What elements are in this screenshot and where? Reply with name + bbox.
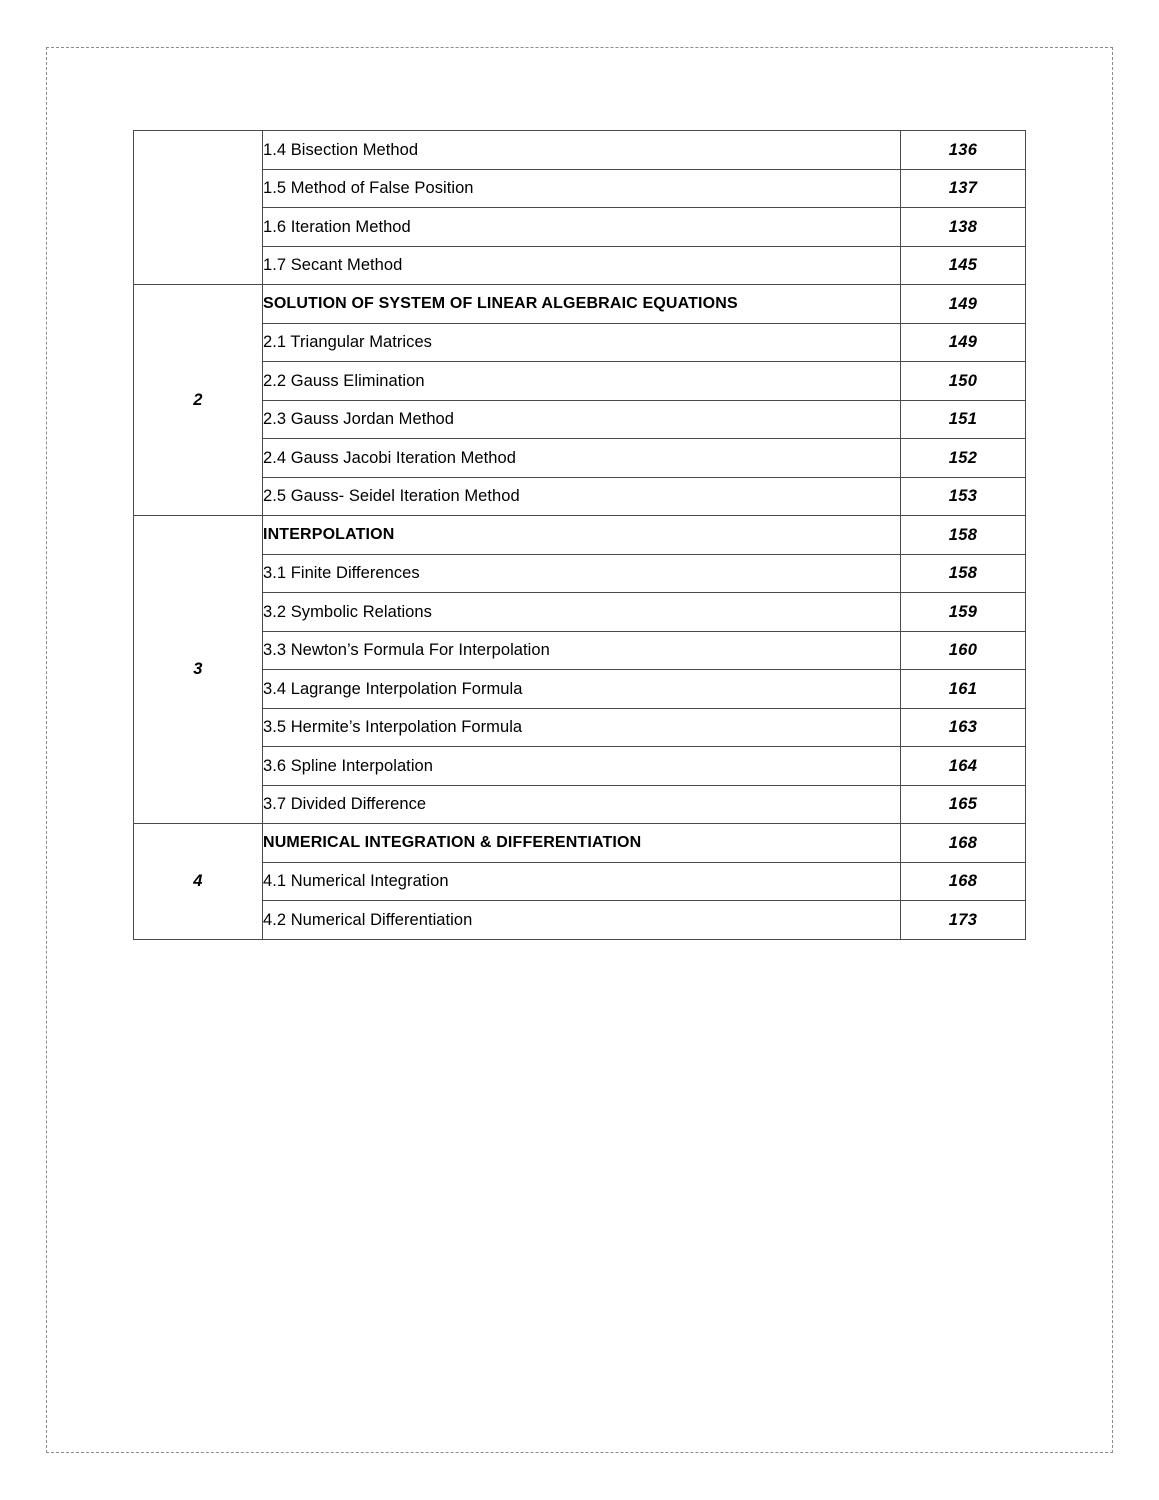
- table-row: [134, 593, 1026, 632]
- page-number-cell: 164: [901, 747, 1026, 786]
- table-of-contents: [133, 130, 1025, 940]
- topic-title-cell: 3.6 Spline Interpolation: [263, 747, 901, 786]
- table-row: [134, 362, 1026, 401]
- page-number-cell: 138: [901, 208, 1026, 247]
- topic-title-cell: 2.3 Gauss Jordan Method: [263, 400, 901, 439]
- table-row: [134, 631, 1026, 670]
- page-number-cell: 149: [901, 323, 1026, 362]
- page-number-cell: 151: [901, 400, 1026, 439]
- topic-title-cell: 3.3 Newton’s Formula For Interpolation: [263, 631, 901, 670]
- topic-title-cell: 4.2 Numerical Differentiation: [263, 901, 901, 940]
- page-number-cell: 168: [901, 862, 1026, 901]
- table-row: [134, 169, 1026, 208]
- topic-title-cell: 2.2 Gauss Elimination: [263, 362, 901, 401]
- topic-title-cell: 1.6 Iteration Method: [263, 208, 901, 247]
- table-row: [134, 477, 1026, 516]
- chapter-number-cell: 2: [134, 285, 263, 516]
- section-title-cell: SOLUTION OF SYSTEM OF LINEAR ALGEBRAIC EQUATIONS: [263, 285, 901, 324]
- chapter-number-cell: 4: [134, 824, 263, 940]
- topic-title-cell: 3.7 Divided Difference: [263, 785, 901, 824]
- table-row: [134, 708, 1026, 747]
- section-title-cell: INTERPOLATION: [263, 516, 901, 555]
- page-number-cell: 137: [901, 169, 1026, 208]
- page-number-cell: 158: [901, 554, 1026, 593]
- page-number-cell: 158: [901, 516, 1026, 555]
- table-row: [134, 516, 1026, 555]
- table-row: [134, 208, 1026, 247]
- topic-title-cell: 3.2 Symbolic Relations: [263, 593, 901, 632]
- page-number-cell: 159: [901, 593, 1026, 632]
- page-number-cell: 163: [901, 708, 1026, 747]
- page-number-cell: 173: [901, 901, 1026, 940]
- page-number-cell: 145: [901, 246, 1026, 285]
- page-number-cell: 153: [901, 477, 1026, 516]
- chapter-number-cell: [134, 131, 263, 285]
- topic-title-cell: 1.4 Bisection Method: [263, 131, 901, 170]
- table-row: [134, 670, 1026, 709]
- topic-title-cell: 3.1 Finite Differences: [263, 554, 901, 593]
- toc-table: [133, 130, 1026, 940]
- table-row: [134, 554, 1026, 593]
- page-number-cell: 161: [901, 670, 1026, 709]
- topic-title-cell: 1.5 Method of False Position: [263, 169, 901, 208]
- table-row: [134, 785, 1026, 824]
- table-row: [134, 323, 1026, 362]
- page-number-cell: 136: [901, 131, 1026, 170]
- topic-title-cell: 2.4 Gauss Jacobi Iteration Method: [263, 439, 901, 478]
- topic-title-cell: 1.7 Secant Method: [263, 246, 901, 285]
- table-row: [134, 246, 1026, 285]
- topic-title-cell: 2.1 Triangular Matrices: [263, 323, 901, 362]
- topic-title-cell: 4.1 Numerical Integration: [263, 862, 901, 901]
- topic-title-cell: 2.5 Gauss- Seidel Iteration Method: [263, 477, 901, 516]
- page-number-cell: 149: [901, 285, 1026, 324]
- topic-title-cell: 3.5 Hermite’s Interpolation Formula: [263, 708, 901, 747]
- table-row: [134, 439, 1026, 478]
- page-number-cell: 150: [901, 362, 1026, 401]
- table-row: [134, 400, 1026, 439]
- section-title-cell: NUMERICAL INTEGRATION & DIFFERENTIATION: [263, 824, 901, 863]
- table-row: [134, 862, 1026, 901]
- topic-title-cell: 3.4 Lagrange Interpolation Formula: [263, 670, 901, 709]
- page-number-cell: 165: [901, 785, 1026, 824]
- page-number-cell: 160: [901, 631, 1026, 670]
- table-row: [134, 747, 1026, 786]
- page-number-cell: 168: [901, 824, 1026, 863]
- table-row: [134, 901, 1026, 940]
- table-row: [134, 824, 1026, 863]
- table-row: [134, 285, 1026, 324]
- table-row: [134, 131, 1026, 170]
- toc-table-body: [134, 131, 1026, 940]
- chapter-number-cell: 3: [134, 516, 263, 824]
- page-number-cell: 152: [901, 439, 1026, 478]
